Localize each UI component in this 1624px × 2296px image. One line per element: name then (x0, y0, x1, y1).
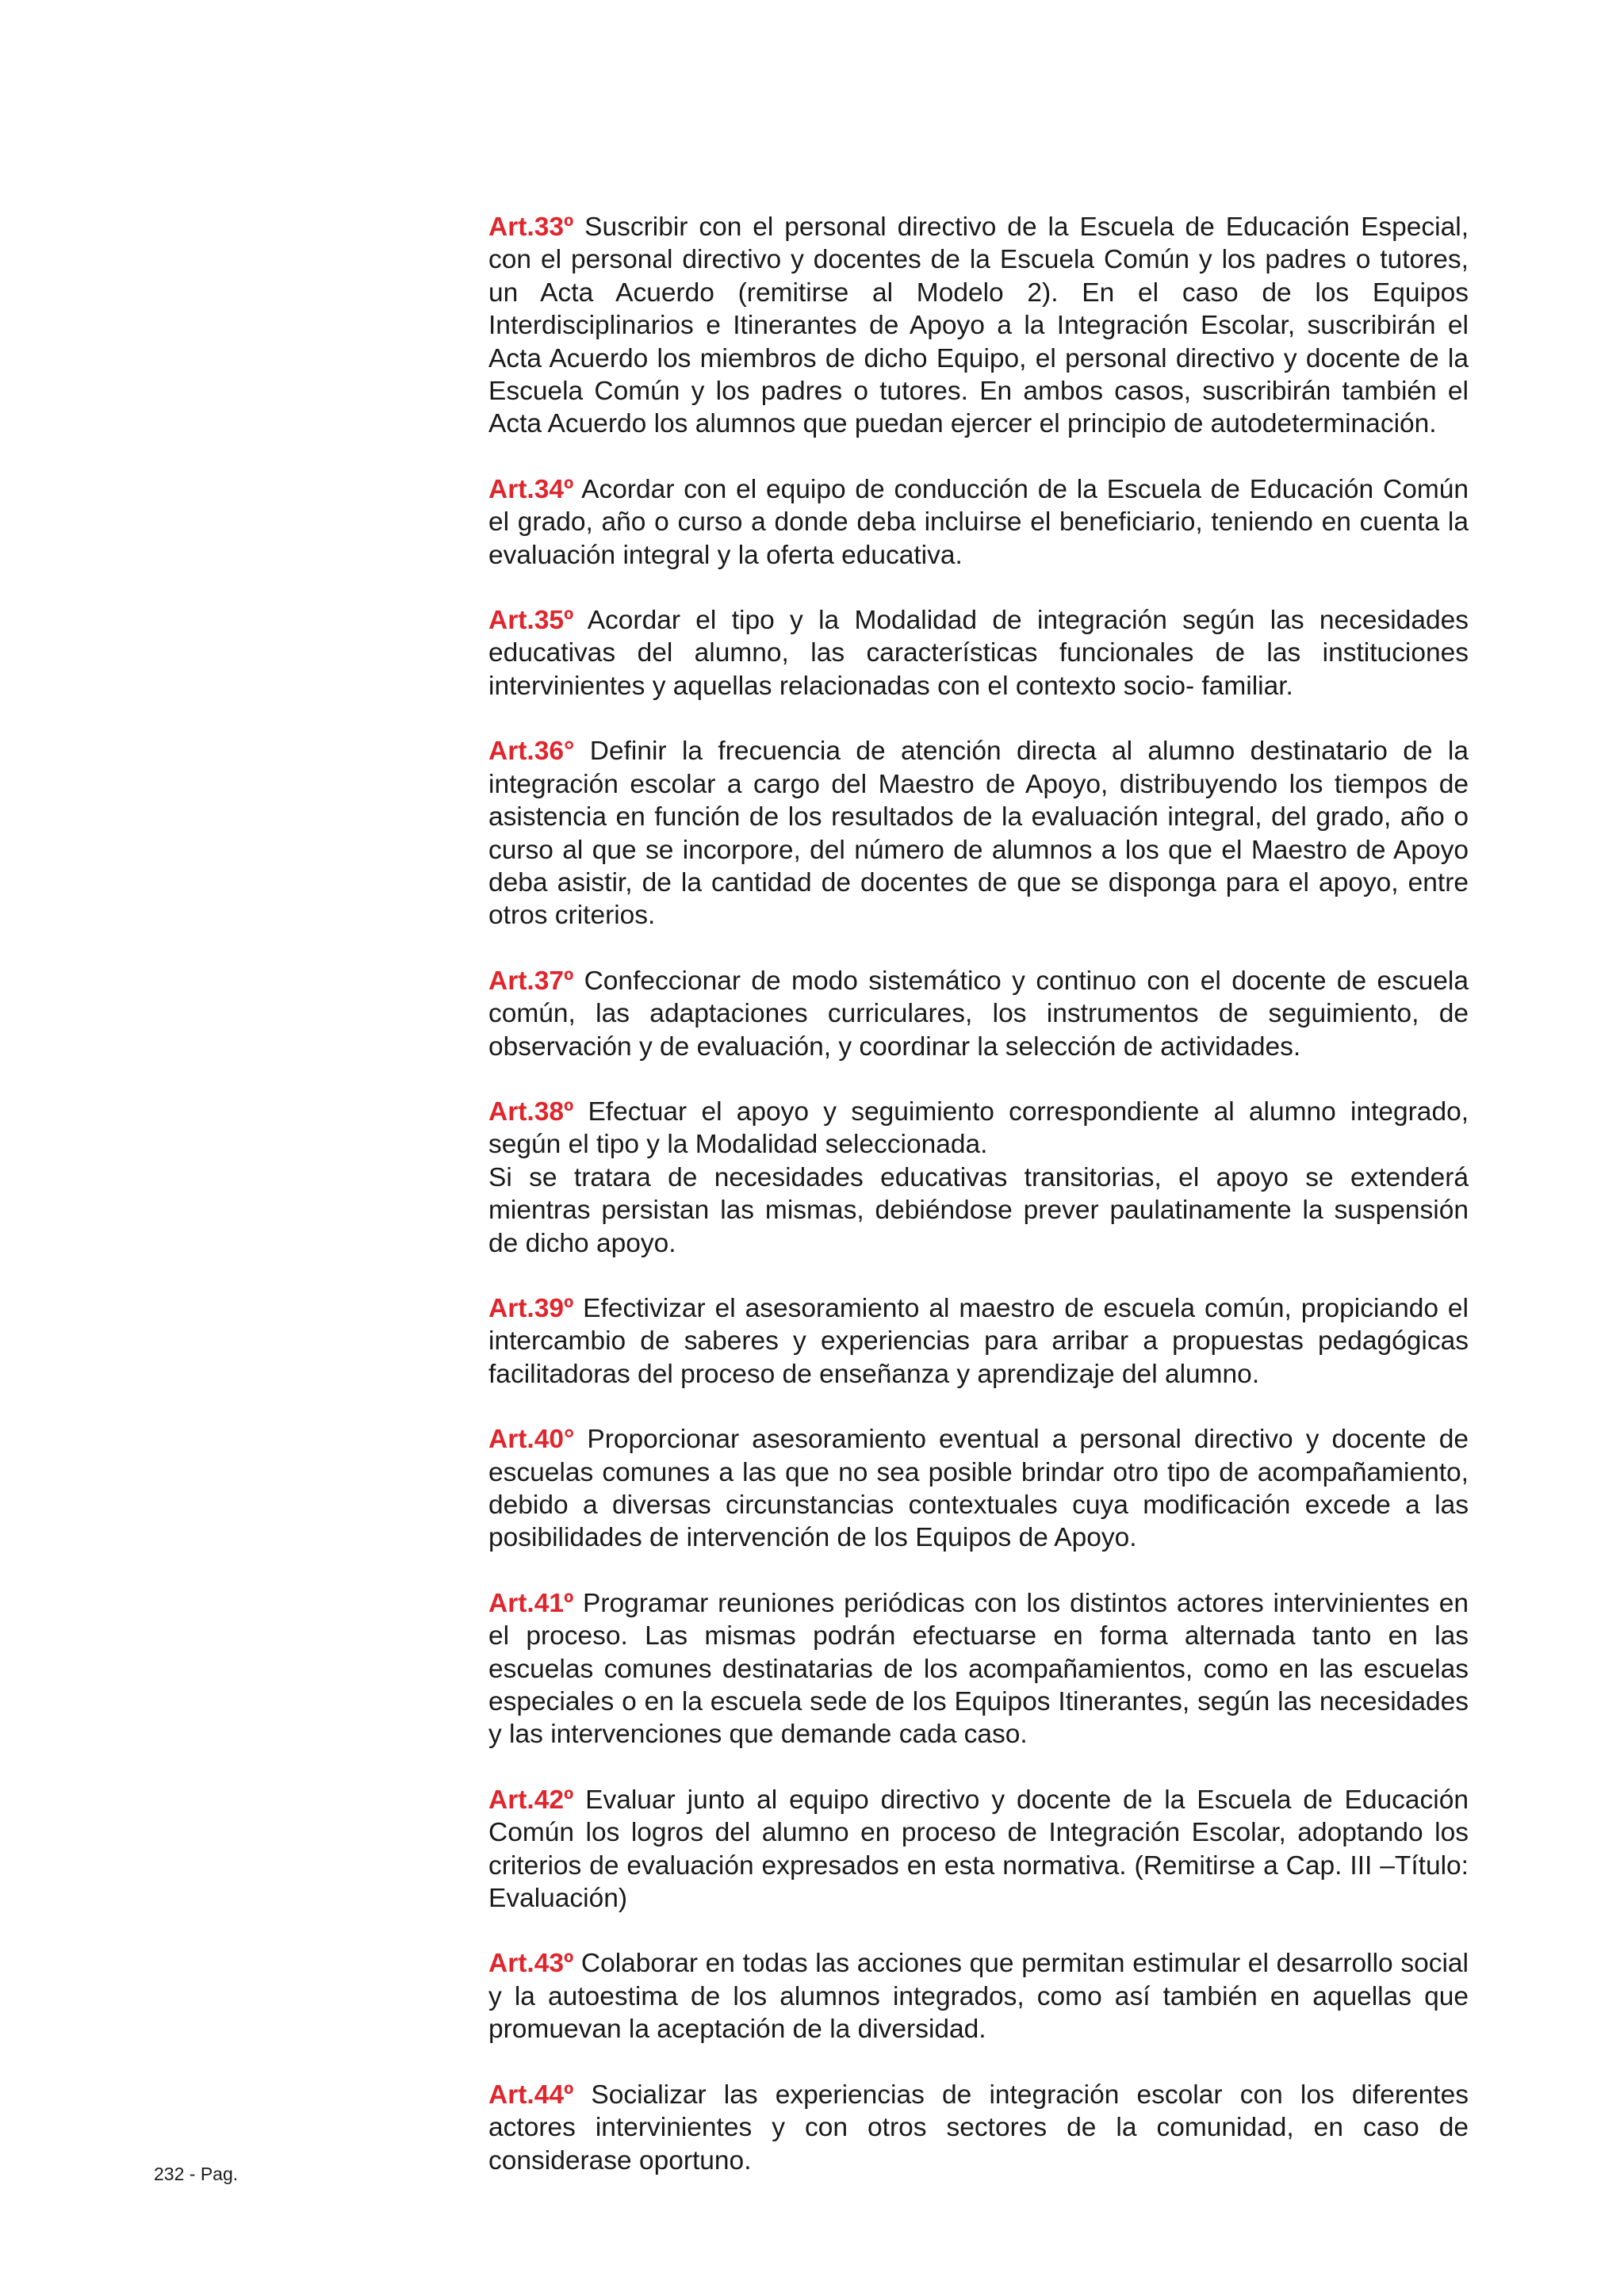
article-number: Art.40° (488, 1425, 575, 1455)
page-number: 232 - Pag. (154, 2164, 239, 2184)
article-text: Definir la frecuencia de atención directa al alumno destinatario de la integración escolar a cargo del Maestro de Apoyo, distribuyendo los tiempos de asistencia en función de los resultados de la evaluación integral, del grado, año o curso al que se incorpore, del número de alumnos a los que el Maestro de Apoyo deba asistir, de la cantidad de docentes de que se disponga para el apoyo, entre otros criterios. (488, 737, 1469, 931)
article-number: Art.41º (488, 1588, 574, 1618)
article-37 (488, 965, 1469, 1063)
article-text: Socializar las experiencias de integración escolar con los diferentes actores intervinientes y con otros sectores de la comunidad, en caso de considerase oportuno. (488, 2080, 1469, 2175)
article-number: Art.33º (488, 212, 574, 242)
article-38 (488, 1096, 1469, 1260)
article-35 (488, 604, 1469, 702)
article-text: Confeccionar de modo sistemático y continuo con el docente de escuela común, las adaptaciones curriculares, los instrumentos de seguimiento, de observación y de evaluación, y coordinar la selección de actividades. (488, 966, 1469, 1062)
article-text: Acordar con el equipo de conducción de la Escuela de Educación Común el grado, año o curso a donde deba incluirse el beneficiario, teniendo en cuenta la evaluación integral y la oferta educativa. (488, 474, 1469, 570)
article-43 (488, 1947, 1469, 2045)
article-number: Art.37º (488, 966, 574, 996)
article-text: Efectuar el apoyo y seguimiento correspondiente al alumno integrado, según el tipo y la Modalidad seleccionada. (488, 1096, 1469, 1160)
article-39 (488, 1292, 1469, 1391)
article-number: Art.34º (488, 474, 574, 504)
article-40 (488, 1423, 1469, 1555)
page-content (488, 211, 1469, 2210)
article-text: Efectivizar el asesoramiento al maestro de escuela común, propiciando el intercambio de saberes y experiencias para arribar a propuestas pedagógicas facilitadoras del proceso de enseñanza y aprendizaje del alumno. (488, 1293, 1469, 1389)
article-44 (488, 2079, 1469, 2177)
article-34 (488, 473, 1469, 572)
article-42 (488, 1784, 1469, 1915)
article-number: Art.36° (488, 737, 575, 767)
article-text-continuation: Si se tratara de necesidades educativas transitorias, el apoyo se extenderá mientras persistan las mismas, debiéndose prever paulatinamente la suspensión de dicho apoyo. (488, 1162, 1469, 1258)
article-33 (488, 211, 1469, 441)
article-text: Evaluar junto al equipo directivo y docente de la Escuela de Educación Común los logros del alumno en proceso de Integración Escolar, adoptando los criterios de evaluación expresados en esta normativa. (Remitirse a Cap. III –Título: Evaluación) (488, 1785, 1469, 1914)
article-number: Art.43º (488, 1949, 574, 1979)
article-text: Suscribir con el personal directivo de la Escuela de Educación Especial, con el personal directivo y docentes de la Escuela Común y los padres o tutores, un Acta Acuerdo (remitirse al Modelo 2). En el caso de los Equipos Interdisciplinarios e Itinerantes de Apoyo a la Integración Escolar, suscribirán el Acta Acuerdo los miembros de dicho Equipo, el personal directivo y docente de la Escuela Común y los padres o tutores. En ambos casos, suscribirán también el Acta Acuerdo los alumnos que puedan ejercer el principio de autodeterminación. (488, 212, 1469, 439)
article-number: Art.44º (488, 2080, 574, 2110)
article-number: Art.35º (488, 606, 574, 636)
article-36 (488, 735, 1469, 932)
article-number: Art.42º (488, 1785, 574, 1815)
article-text: Acordar el tipo y la Modalidad de integración según las necesidades educativas del alumno, las características funcionales de las instituciones intervinientes y aquellas relacionadas con el contexto socio- familiar. (488, 606, 1469, 701)
article-text: Colaborar en todas las acciones que permitan estimular el desarrollo social y la autoestima de los alumnos integrados, como así también en aquellas que promuevan la aceptación de la diversidad. (488, 1949, 1469, 2045)
article-number: Art.39º (488, 1293, 574, 1323)
article-41 (488, 1587, 1469, 1751)
article-number: Art.38º (488, 1096, 574, 1127)
article-text: Programar reuniones periódicas con los distintos actores intervinientes en el proceso. Las mismas podrán efectuarse en forma alternada tanto en las escuelas comunes destinatarias de los acompañamientos, como en las escuelas especiales o en la escuela sede de los Equipos Itinerantes, según las necesidades y las intervenciones que demande cada caso. (488, 1588, 1469, 1750)
article-text: Proporcionar asesoramiento eventual a personal directivo y docente de escuelas comunes a las que no sea posible brindar otro tipo de acompañamiento, debido a diversas circunstancias contextuales cuya modificación excede a las posibilidades de intervención de los Equipos de Apoyo. (488, 1425, 1469, 1553)
